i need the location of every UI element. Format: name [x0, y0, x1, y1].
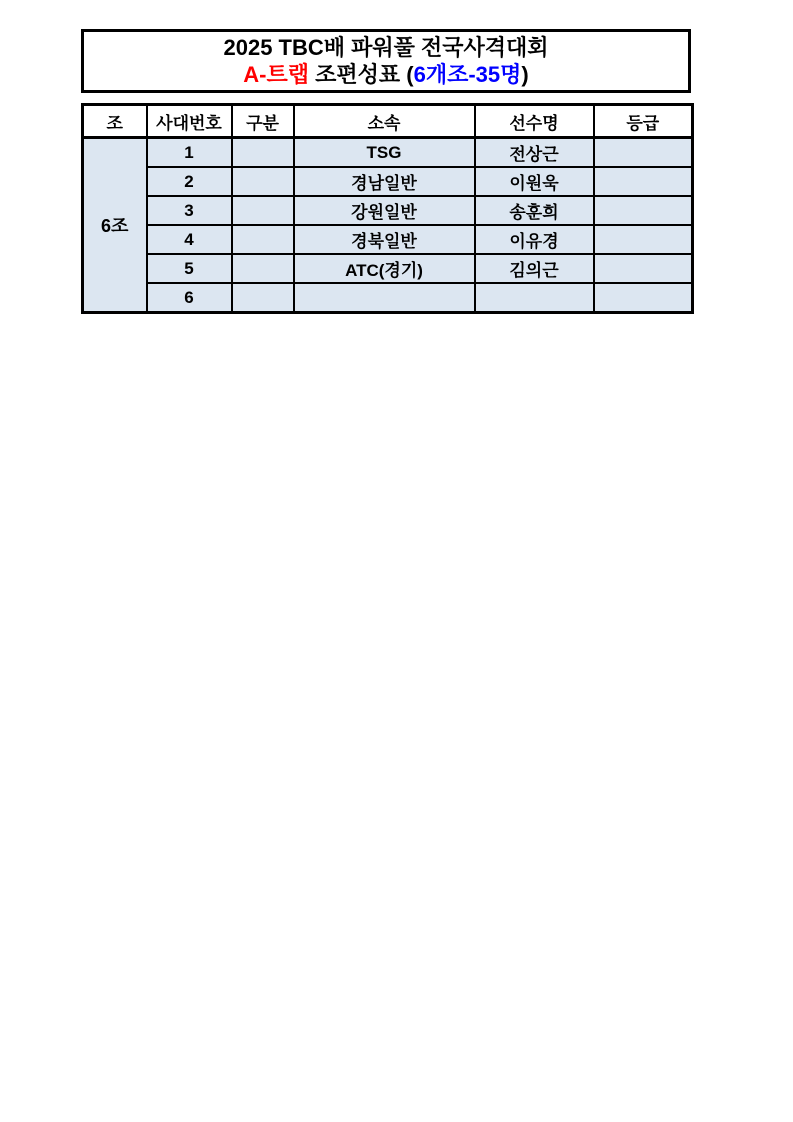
division-cell: [232, 283, 294, 313]
title-event-type: A-트랩: [243, 62, 310, 87]
division-cell: [232, 138, 294, 168]
grade-cell: [594, 138, 693, 168]
grade-cell: [594, 225, 693, 254]
header-division: 구분: [232, 105, 294, 138]
player-cell: 김의근: [475, 254, 594, 283]
header-group: 조: [83, 105, 147, 138]
title-paren-close: ): [521, 62, 529, 87]
grade-cell: [594, 167, 693, 196]
table-row: [83, 138, 693, 168]
header-grade: 등급: [594, 105, 693, 138]
table-row: [83, 196, 693, 225]
division-cell: [232, 196, 294, 225]
station-cell: 3: [147, 196, 232, 225]
roster-table: [81, 103, 694, 314]
station-cell: 6: [147, 283, 232, 313]
title-event-name: 2025 TBC배 파워풀 전국사격대회: [223, 34, 549, 60]
affiliation-cell: 강원일반: [294, 196, 475, 225]
title-box: [81, 29, 691, 93]
affiliation-cell: [294, 283, 475, 313]
header-station: 사대번호: [147, 105, 232, 138]
title-group-count: 6개조-35명: [413, 62, 522, 87]
player-cell: 이유경: [475, 225, 594, 254]
title-sheet-line: [243, 61, 528, 88]
division-cell: [232, 254, 294, 283]
player-cell: 송훈희: [475, 196, 594, 225]
table-row: [83, 167, 693, 196]
division-cell: [232, 167, 294, 196]
station-cell: 1: [147, 138, 232, 168]
grade-cell: [594, 283, 693, 313]
table-row: [83, 283, 693, 313]
affiliation-cell: ATC(경기): [294, 254, 475, 283]
table-row: [83, 225, 693, 254]
grade-cell: [594, 196, 693, 225]
header-row: [83, 105, 693, 138]
grade-cell: [594, 254, 693, 283]
group-cell: 6조: [83, 138, 147, 313]
player-cell: 전상근: [475, 138, 594, 168]
station-cell: 2: [147, 167, 232, 196]
division-cell: [232, 225, 294, 254]
affiliation-cell: 경북일반: [294, 225, 475, 254]
title-sheet-label: 조편성표 (: [309, 62, 414, 87]
station-cell: 4: [147, 225, 232, 254]
affiliation-cell: TSG: [294, 138, 475, 168]
affiliation-cell: 경남일반: [294, 167, 475, 196]
header-player: 선수명: [475, 105, 594, 138]
station-cell: 5: [147, 254, 232, 283]
player-cell: [475, 283, 594, 313]
header-affiliation: 소속: [294, 105, 475, 138]
player-cell: 이원욱: [475, 167, 594, 196]
table-row: [83, 254, 693, 283]
